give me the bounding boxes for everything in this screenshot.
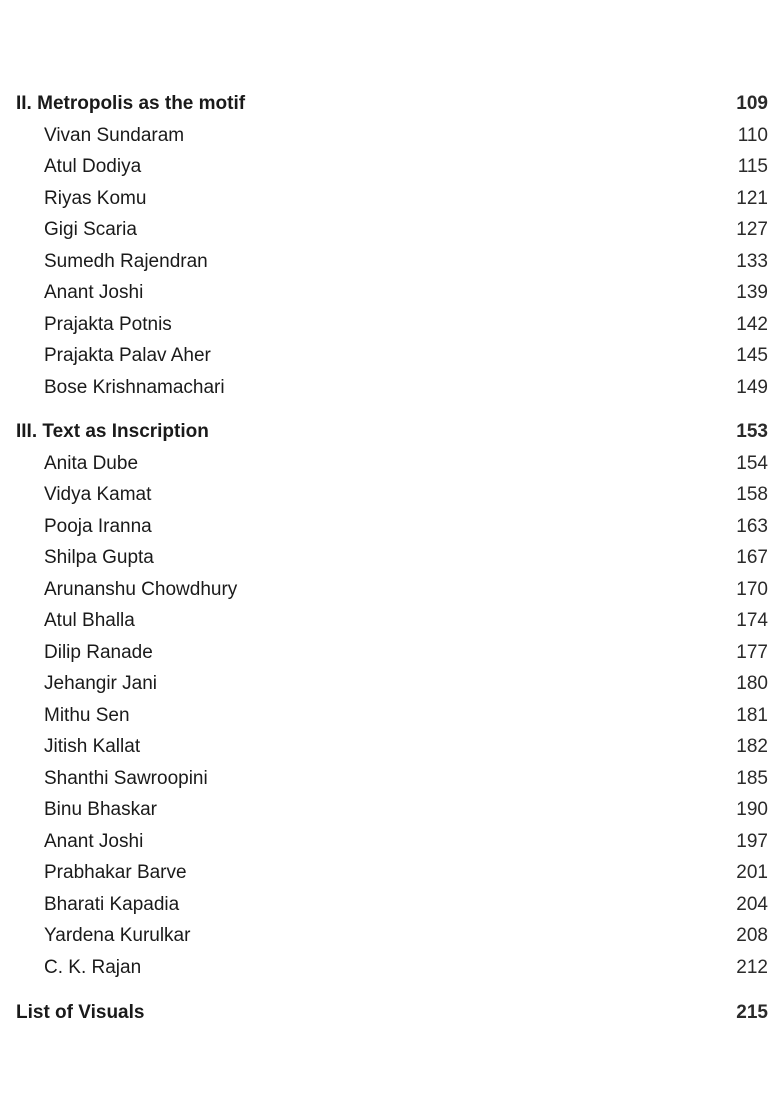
entry-name: Anant Joshi bbox=[44, 282, 144, 303]
entry-name: Shilpa Gupta bbox=[44, 547, 154, 568]
toc-entry bbox=[0, 920, 780, 952]
entry-page-number: 185 bbox=[736, 767, 768, 789]
entry-name: C. K. Rajan bbox=[44, 956, 142, 978]
section-heading-row bbox=[0, 88, 780, 120]
entry-page-number: 197 bbox=[736, 830, 768, 852]
toc-entry bbox=[0, 151, 780, 183]
entry-page-number: 133 bbox=[736, 250, 768, 272]
entry-name: Atul Dodiya bbox=[44, 156, 142, 177]
entry-name: Atul Bhalla bbox=[44, 610, 135, 631]
entry-name: Prajakta Palav Aher bbox=[44, 345, 211, 366]
section-page-number: 153 bbox=[736, 421, 768, 442]
toc-entry bbox=[0, 340, 780, 372]
entry-name: Prabhakar Barve bbox=[44, 862, 187, 883]
section-title: III. Text as Inscription bbox=[16, 421, 209, 442]
toc-entry bbox=[0, 309, 780, 341]
entry-name: Anant Joshi bbox=[44, 830, 144, 852]
entry-page-number: 139 bbox=[736, 282, 768, 303]
entry-name: Jehangir Jani bbox=[44, 673, 158, 694]
toc-entry bbox=[0, 214, 780, 246]
entry-page-number: 177 bbox=[736, 641, 768, 663]
entry-page-number: 149 bbox=[736, 376, 768, 398]
entry-page-number: 121 bbox=[736, 187, 768, 209]
closing-spacer bbox=[0, 983, 780, 997]
entry-name: Mithu Sen bbox=[44, 704, 130, 726]
toc-entry bbox=[0, 952, 780, 984]
entry-page-number: 163 bbox=[736, 515, 768, 537]
entry-name: Prajakta Potnis bbox=[44, 313, 172, 335]
entry-name: Sumedh Rajendran bbox=[44, 250, 208, 272]
toc-entry bbox=[0, 574, 780, 606]
closing-title: List of Visuals bbox=[16, 1002, 145, 1023]
section-page-number: 109 bbox=[736, 93, 768, 114]
toc-entry bbox=[0, 668, 780, 700]
entry-page-number: 167 bbox=[736, 547, 768, 568]
entry-page-number: 204 bbox=[736, 893, 768, 915]
toc-entry bbox=[0, 372, 780, 404]
entry-name: Vivan Sundaram bbox=[44, 124, 185, 146]
toc-entry bbox=[0, 794, 780, 826]
entry-page-number: 201 bbox=[736, 862, 768, 883]
entry-page-number: 142 bbox=[736, 313, 768, 335]
entry-page-number: 110 bbox=[737, 124, 768, 146]
toc-entry bbox=[0, 857, 780, 889]
toc-entry bbox=[0, 448, 780, 480]
entry-name: Gigi Scaria bbox=[44, 219, 137, 240]
entry-page-number: 170 bbox=[736, 578, 768, 600]
toc-entry bbox=[0, 605, 780, 637]
entry-name: Pooja Iranna bbox=[44, 515, 152, 537]
toc-entry bbox=[0, 277, 780, 309]
toc-entry bbox=[0, 826, 780, 858]
closing-heading-row bbox=[0, 997, 780, 1029]
section-title: II. Metropolis as the motif bbox=[16, 93, 246, 114]
section-spacer bbox=[0, 403, 780, 416]
toc-entry bbox=[0, 889, 780, 921]
entry-name: Anita Dube bbox=[44, 452, 139, 474]
entry-page-number: 180 bbox=[736, 673, 768, 694]
entry-name: Yardena Kurulkar bbox=[44, 925, 191, 946]
entry-name: Jitish Kallat bbox=[44, 736, 141, 757]
entry-page-number: 212 bbox=[736, 956, 768, 978]
toc-entry bbox=[0, 542, 780, 574]
entry-name: Bose Krishnamachari bbox=[44, 376, 225, 398]
entry-name: Shanthi Sawroopini bbox=[44, 767, 208, 789]
entry-name: Binu Bhaskar bbox=[44, 799, 158, 820]
entry-name: Bharati Kapadia bbox=[44, 893, 180, 915]
entry-name: Riyas Komu bbox=[44, 187, 147, 209]
entry-name: Arunanshu Chowdhury bbox=[44, 578, 238, 600]
toc-entry bbox=[0, 511, 780, 543]
entry-page-number: 154 bbox=[736, 452, 768, 474]
toc-entry bbox=[0, 479, 780, 511]
toc-entry bbox=[0, 120, 780, 152]
entry-page-number: 181 bbox=[736, 704, 768, 726]
entry-page-number: 115 bbox=[737, 156, 768, 177]
entry-page-number: 190 bbox=[736, 799, 768, 820]
toc-entry bbox=[0, 637, 780, 669]
entry-page-number: 208 bbox=[736, 925, 768, 946]
entry-name: Vidya Kamat bbox=[44, 484, 152, 505]
entry-page-number: 127 bbox=[736, 219, 768, 240]
section-heading-row bbox=[0, 416, 780, 448]
entry-page-number: 174 bbox=[736, 610, 768, 631]
toc-entry bbox=[0, 183, 780, 215]
closing-page-number: 215 bbox=[736, 1002, 768, 1023]
table-of-contents bbox=[0, 88, 780, 1029]
entry-page-number: 145 bbox=[736, 345, 768, 366]
toc-entry bbox=[0, 763, 780, 795]
entry-name: Dilip Ranade bbox=[44, 641, 153, 663]
toc-entry bbox=[0, 700, 780, 732]
toc-entry bbox=[0, 246, 780, 278]
entry-page-number: 182 bbox=[736, 736, 768, 757]
entry-page-number: 158 bbox=[736, 484, 768, 505]
toc-entry bbox=[0, 731, 780, 763]
